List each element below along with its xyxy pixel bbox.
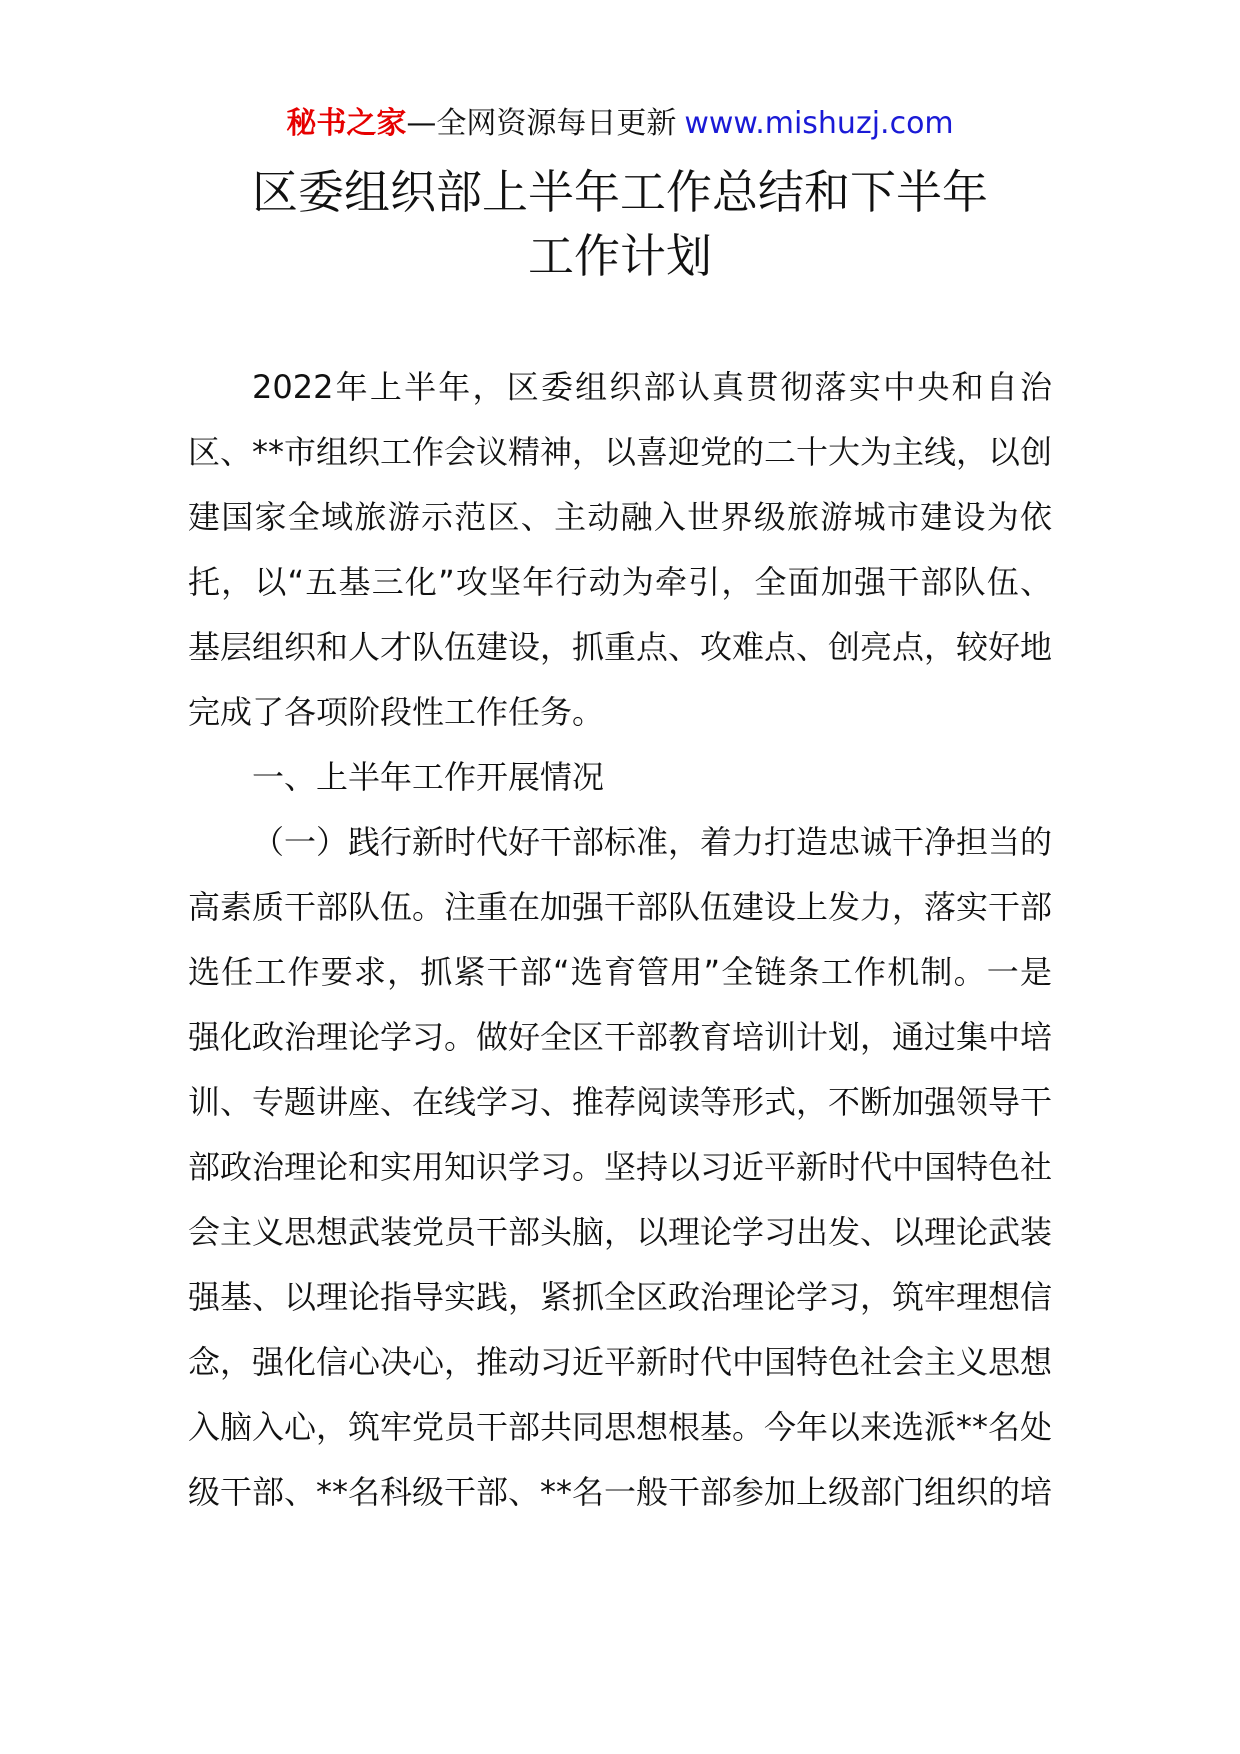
brand-name: 秘书之家: [286, 106, 407, 141]
document-title: [0, 160, 1240, 288]
intro-paragraph: 2022年上半年，区委组织部认真贯彻落实中央和自治区、**市组织工作会议精神，以喜迎党的二十大为主线，以创建国家全域旅游示范区、主动融入世界级旅游城市建设为依托，以“五基三化”攻坚年行动为牵引，全面加强干部队伍、基层组织和人才队伍建设，抓重点、攻难点、创亮点，较好地完成了各项阶段性工作任务。: [188, 368, 1053, 731]
document-title-line-2: 工作计划: [528, 229, 712, 283]
website-link[interactable]: www.mishuzj.com: [684, 106, 954, 141]
document-title-line-1: 区委组织部上半年工作总结和下半年: [252, 165, 988, 219]
header-banner: [0, 104, 1240, 144]
document-body: [188, 355, 1052, 1525]
body-paragraph: （一）践行新时代好干部标准，着力打造忠诚干净担当的高素质干部队伍。注重在加强干部队伍建设上发力，落实干部选任工作要求，抓紧干部“选育管用”全链条工作机制。一是强化政治理论学习。做好全区干部教育培训计划，通过集中培训、专题讲座、在线学习、推荐阅读等形式，不断加强领导干部政治理论和实用知识学习。坚持以习近平新时代中国特色社会主义思想武装党员干部头脑，以理论学习出发、以理论武装强基、以理论指导实践，紧抓全区政治理论学习，筑牢理想信念，强化信心决心，推动习近平新时代中国特色社会主义思想入脑入心，筑牢党员干部共同思想根基。今年以来选派**名处级干部、**名科级干部、**名一般干部参加上级部门组织的培: [188, 823, 1053, 1511]
banner-tagline: —全网资源每日更新: [406, 106, 677, 141]
section-heading: 一、上半年工作开展情况: [252, 758, 605, 796]
